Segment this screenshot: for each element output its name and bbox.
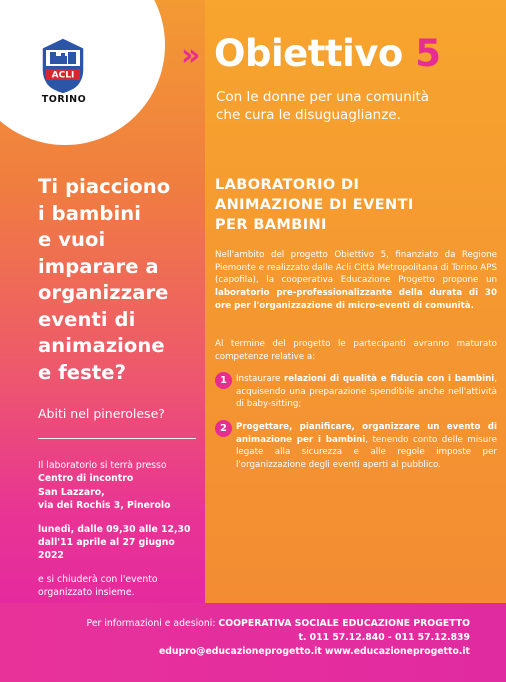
competences-intro: Al termine del progetto le partecipanti avranno maturato competenze relative a:	[215, 339, 497, 362]
place-line: Centro di incontro	[38, 473, 134, 485]
competence-text-bold: Progettare, pianificare, organizzare un evento di animazione per i bambini	[236, 422, 497, 445]
date-line: dall'11 aprile al 27 giugno	[38, 537, 175, 549]
lab-title-line: PER BAMBINI	[215, 217, 327, 233]
footer-info	[72, 618, 470, 629]
acli-brand-text	[46, 69, 80, 79]
headline-line: Ti piacciono	[38, 175, 171, 198]
headline-line: eventi di	[38, 307, 136, 331]
title-number: 5	[415, 32, 441, 75]
footer-info-label: Per informazioni e adesioni:	[86, 618, 219, 629]
logo-city-label: TORINO	[41, 94, 87, 105]
number-badge: 2	[215, 420, 232, 437]
competence-text-bold: relazioni di qualità e fiducia con i bambini	[283, 374, 495, 384]
svg-text:ACLI: ACLI	[51, 70, 75, 79]
lab-title	[215, 175, 475, 235]
place-line: San Lazzaro,	[38, 486, 105, 498]
closing-line: organizzato insieme.	[38, 587, 135, 599]
info-intro: Il laboratorio si terrà presso	[38, 460, 167, 471]
subtitle-line: che cura le disuguaglianze.	[216, 107, 401, 123]
footer-contacts: edupro@educazioneprogetto.it www.educazioneprogetto.it	[158, 646, 470, 657]
subtitle-line: Con le donne per una comunità	[216, 89, 430, 105]
competence-text-a: Instaurare	[236, 374, 284, 384]
project-description	[215, 249, 497, 313]
competence-text	[236, 373, 497, 411]
competence-text-c: , tenendo conto delle misure legate alla sicurezza e alle regole imposte per l'organizzazione degli eventi aperti al pubblico.	[236, 434, 497, 471]
divider	[38, 438, 196, 439]
lab-title-line: ANIMAZIONE DI EVENTI	[215, 197, 414, 213]
page-subtitle	[216, 88, 496, 124]
date-line: 2022	[38, 550, 64, 562]
description-highlight: laboratorio pre-professionalizzante della durata di 30 ore per l'organizzazione di micro-eventi di comunità.	[215, 288, 497, 311]
title-chevron: »	[181, 38, 195, 73]
place-line: via dei Rochis 3, Pinerolo	[38, 500, 171, 512]
acli-logo-icon	[38, 36, 88, 96]
competence-text	[236, 421, 497, 472]
headline-line: animazione	[38, 334, 165, 357]
event-info	[38, 459, 206, 600]
headline-line: imparare a	[38, 254, 159, 278]
footer-phones: t. 011 57.12.840 - 011 57.12.839	[298, 632, 470, 643]
closing-line: e si chiuderà con l'evento	[38, 573, 158, 585]
title-word: Obiettivo	[214, 32, 403, 75]
competence-text-c: , acquisendo una preparazione spendibile anche nell'attività di baby-sitting;	[236, 374, 497, 410]
headline-line: e vuoi	[38, 228, 106, 251]
footer-org: COOPERATIVA SOCIALE EDUCAZIONE PROGETTO	[218, 618, 470, 629]
headline-line: organizzare	[38, 281, 169, 304]
page-title	[214, 32, 440, 75]
date-line: lunedì, dalle 09,30 alle 12,30	[38, 523, 191, 535]
lab-title-line: LABORATORIO DI	[215, 177, 360, 193]
headline-line: i bambini	[38, 201, 142, 225]
description-text: Nell'ambito del progetto Obiettivo 5, finanziato da Regione Piemonte e realizzato dalle Acli Città Metropolitana di Torino APS (capofila), la cooperativa Educazione Progetto propone un	[215, 250, 497, 286]
number-badge: 1	[215, 372, 232, 389]
area-question: Abiti nel pinerolese?	[38, 406, 165, 421]
headline-line: e feste?	[38, 360, 126, 384]
left-headline	[38, 174, 203, 386]
